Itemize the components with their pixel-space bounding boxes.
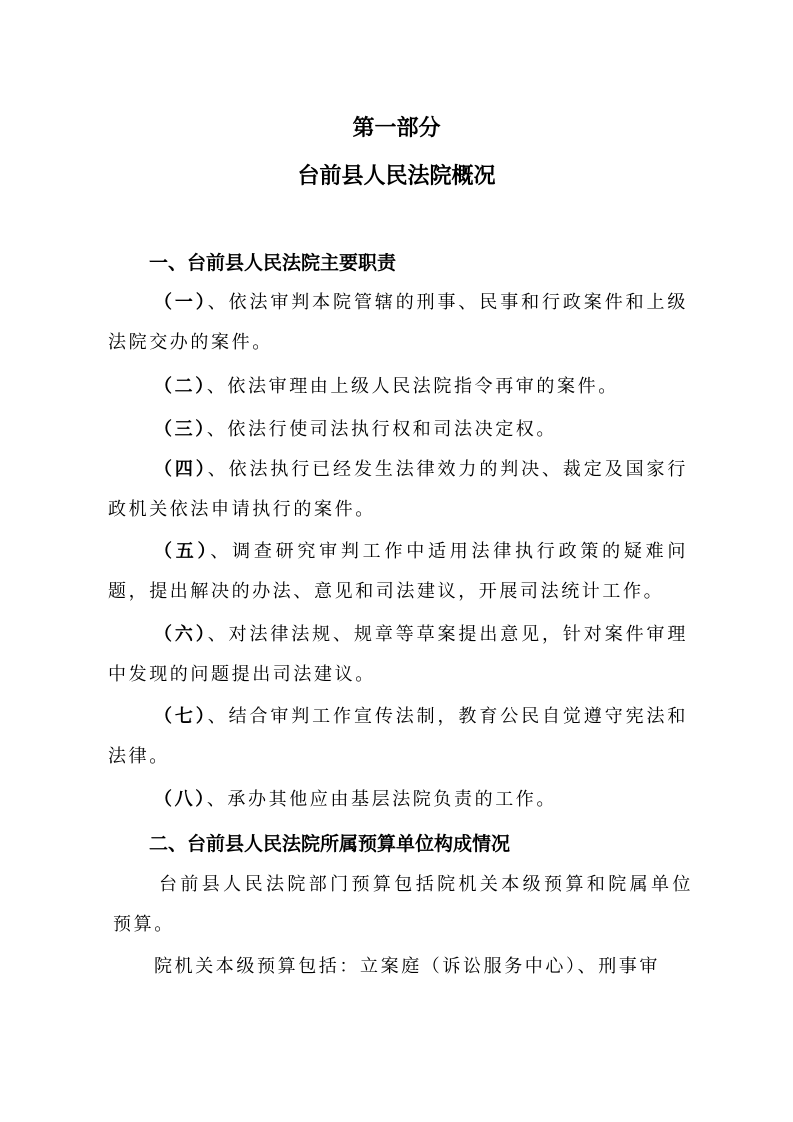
duty-item-8	[108, 780, 688, 820]
duty-item-8-text: 、承办其他应由基层法院负责的工作。	[206, 789, 558, 810]
duty-item-2-number: （二）	[154, 376, 207, 397]
duty-item-1	[108, 283, 688, 363]
duty-item-3	[108, 410, 688, 450]
duty-item-7-number: （七）	[154, 706, 208, 727]
duty-item-7-text: 、结合审判工作宣传法制，教育公民自觉遵守宪法和法律。	[108, 706, 688, 767]
duty-item-6-text: 、对法律法规、规章等草案提出意见，针对案件审理中发现的问题提出司法建议。	[108, 624, 688, 685]
section-2-paragraph-2: 院机关本级预算包括：立案庭（诉讼服务中心）、刑事审	[154, 956, 660, 977]
duty-item-4	[108, 450, 688, 530]
duty-item-3-text: 、依法行使司法执行权和司法决定权。	[206, 419, 558, 440]
duty-item-4-number: （四）	[154, 459, 208, 480]
duty-item-1-number: （一）	[154, 292, 208, 313]
duty-item-2-text: 、依法审理由上级人民法院指令再审的案件。	[206, 376, 619, 397]
duty-item-6	[108, 615, 688, 695]
section-2-heading: 二、台前县人民法院所属预算单位构成情况	[149, 833, 511, 855]
duty-item-1-text: 、依法审判本院管辖的刑事、民事和行政案件和上级法院交办的案件。	[108, 292, 688, 353]
duty-item-6-number: （六）	[154, 624, 208, 645]
duty-item-5-number: （五）	[154, 541, 211, 562]
duty-item-7	[108, 697, 688, 777]
duty-item-3-number: （三）	[154, 419, 207, 440]
section-2-paragraph-1: 台前县人民法院部门预算包括院机关本级预算和院属单位预算。	[113, 874, 693, 935]
document-title: 台前县人民法院概况	[297, 164, 496, 189]
duty-item-8-number: （八）	[154, 789, 207, 810]
duty-item-4-text: 、依法执行已经发生法律效力的判决、裁定及国家行政机关依法申请执行的案件。	[108, 459, 688, 520]
duty-item-5	[108, 532, 688, 612]
part-label: 第一部分	[352, 116, 441, 141]
duty-item-5-text: 、调查研究审判工作中适用法律执行政策的疑难问题，提出解决的办法、意见和司法建议，开展司法统计工作。	[108, 541, 688, 602]
section-1-heading: 一、台前县人民法院主要职责	[149, 252, 397, 274]
duty-item-2	[108, 367, 688, 407]
